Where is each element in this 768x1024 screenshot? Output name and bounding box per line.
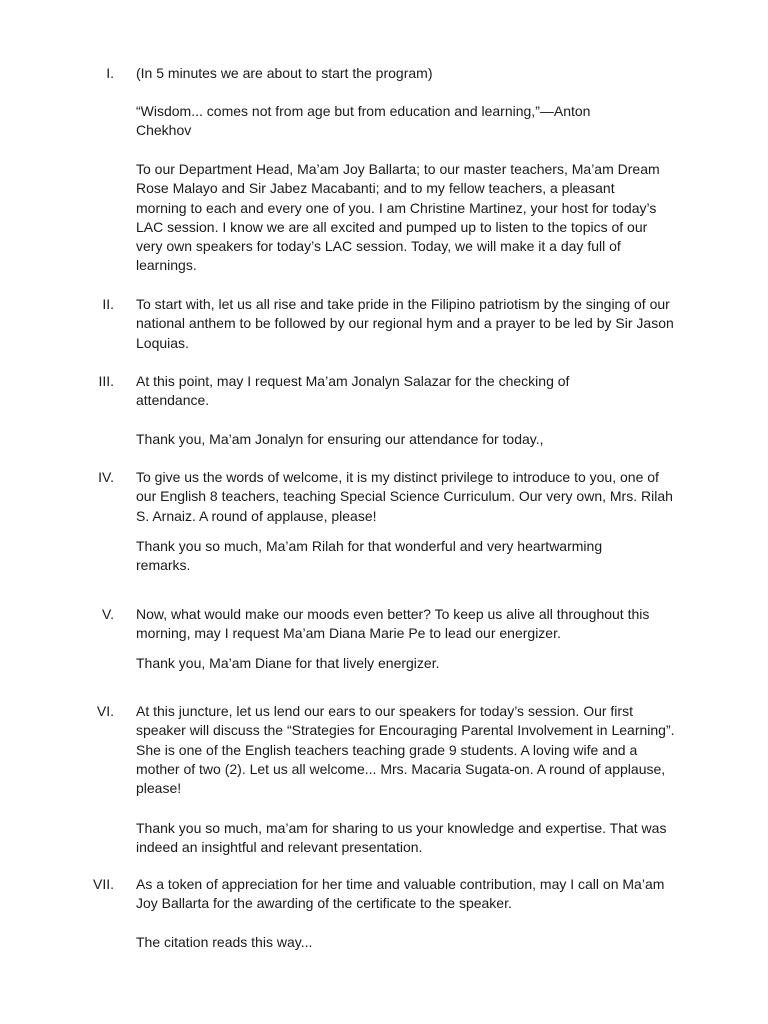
item-paragraph: Thank you so much, Ma’am Rilah for that wonderful and very heartwarming remarks.	[136, 538, 603, 574]
item-numeral: I.	[106, 65, 114, 81]
item-numeral: II.	[102, 296, 114, 312]
item-paragraph: To start with, let us all rise and take pride in the Filipino patriotism by the singing of our national anthem to be followed by our regional hym and a prayer to be led by Sir Jason Loquias.	[136, 296, 674, 351]
item-paragraph: Thank you, Ma’am Diane for that lively energizer.	[136, 655, 440, 671]
item-numeral: VI.	[96, 703, 114, 719]
item-paragraph: As a token of appreciation for her time and valuable contribution, may I call on Ma’am Joy Ballarta for the awarding of the certificate to the speaker.	[136, 876, 665, 912]
item-paragraph: Now, what would make our moods even better? To keep us alive all throughout this morning, may I request Ma’am Diana Marie Pe to lead our energizer.	[136, 606, 650, 642]
item-paragraph: At this point, may I request Ma’am Jonalyn Salazar for the checking of attendance.	[136, 373, 570, 409]
item-paragraph: “Wisdom... comes not from age but from education and learning,”—Anton Chekhov	[136, 103, 591, 139]
item-paragraph: To give us the words of welcome, it is my distinct privilege to introduce to you, one of our English 8 teachers, teaching Special Science Curriculum. Our very own, Mrs. Rilah S. Arnaiz. A round of applause, please!	[136, 469, 673, 524]
item-paragraph: (In 5 minutes we are about to start the program)	[136, 65, 433, 81]
item-paragraph: Thank you so much, ma’am for sharing to us your knowledge and expertise. That was indeed an insightful and relevant presentation.	[136, 820, 667, 856]
item-paragraph: Thank you, Ma’am Jonalyn for ensuring our attendance for today.,	[136, 431, 544, 447]
item-paragraph: To our Department Head, Ma’am Joy Ballarta; to our master teachers, Ma’am Dream Rose Malayo and Sir Jabez Macabanti; and to my fellow teachers, a pleasant morning to each and every one of you. I am Christine Martinez, your host for today’s LAC session. I know we are all excited and pumped up to listen to the topics of our very own speakers for today’s LAC session. Today, we will make it a day full of learnings.	[136, 161, 660, 274]
item-paragraph: The citation reads this way...	[136, 934, 313, 950]
item-numeral: IV.	[98, 469, 114, 485]
item-numeral: III.	[98, 373, 114, 389]
item-paragraph: At this juncture, let us lend our ears to our speakers for today’s session. Our first speaker will discuss the “Strategies for Encouraging Parental Involvement in Learning”. She is one of the English teachers teaching grade 9 students. A loving wife and a mother of two (2). Let us all welcome... Mrs. Macaria Sugata-on. A round of applause, please!	[136, 703, 675, 797]
item-numeral: V.	[102, 606, 114, 622]
item-numeral: VII.	[92, 876, 114, 892]
